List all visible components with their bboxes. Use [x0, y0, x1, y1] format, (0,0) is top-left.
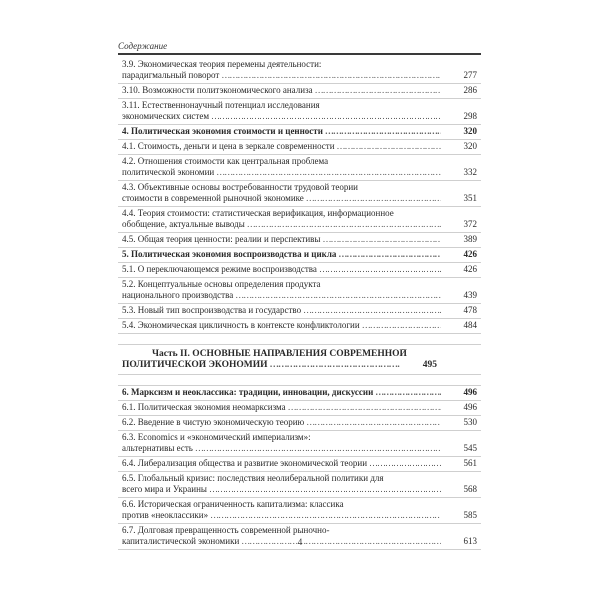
toc-entry-title-line: 3.10. Возможности политэкономического анализа — [122, 85, 313, 95]
toc-entry-title-line: экономических систем — [122, 111, 210, 121]
dot-leader — [306, 417, 441, 428]
toc-section-entry[interactable] — [118, 84, 481, 99]
toc-entry-last-line — [122, 219, 477, 230]
dot-leader — [195, 443, 441, 454]
toc-entry-last-line — [122, 85, 477, 96]
dot-leader — [269, 360, 401, 371]
dot-leader — [209, 484, 441, 495]
dot-leader — [322, 234, 441, 245]
toc-section-entry[interactable] — [118, 99, 481, 125]
dot-leader — [288, 402, 441, 413]
toc-page-number: 495 — [422, 360, 437, 370]
toc-chapter-entry[interactable] — [118, 248, 481, 263]
toc-entry-last-line — [122, 387, 477, 398]
toc-page-number: 496 — [463, 387, 477, 397]
toc-section-entry[interactable] — [118, 278, 481, 304]
toc-entry-title-line: против «неоклассики» — [122, 510, 209, 520]
toc-entry-last-line — [122, 264, 477, 275]
toc-section-entry[interactable] — [118, 304, 481, 319]
toc-entry-title-line: капиталистической экономики — [122, 536, 240, 546]
dot-leader — [221, 70, 441, 81]
toc-entry-title-line: 6.6. Историческая ограниченность капитализма: классика — [122, 499, 344, 509]
toc-page-number: 561 — [463, 458, 477, 468]
toc-chapter-entry[interactable] — [118, 125, 481, 140]
toc-page-number: 332 — [463, 167, 477, 177]
toc-entry-last-line — [122, 111, 477, 122]
toc-entry-last-line — [122, 443, 477, 454]
toc-section-entry[interactable] — [118, 472, 481, 498]
toc-section-entry[interactable] — [118, 263, 481, 278]
toc-entry-last-line — [122, 484, 477, 495]
toc-entry-title-line: 4.3. Объективные основы востребованности трудовой теории — [122, 182, 358, 192]
dot-leader — [306, 193, 441, 204]
toc-entry-title-line: 3.11. Естественнонаучный потенциал исследования — [122, 100, 320, 110]
toc-page-number: 478 — [463, 305, 477, 315]
dot-leader — [303, 305, 441, 316]
toc-entry-last-line — [122, 402, 477, 413]
toc-entry-title-line: 5.3. Новый тип воспроизводства и государство — [122, 305, 302, 315]
toc-page-number: 545 — [463, 443, 477, 453]
toc-entry-title-line: 5.2. Концептуальные основы определения продукта — [122, 279, 321, 289]
toc-page-number: 351 — [463, 193, 477, 203]
toc-entry-last-line — [122, 360, 477, 371]
toc-entry-title-line: 5.1. О переключающемся режиме воспроизводства — [122, 264, 317, 274]
page-number: 4 — [297, 537, 303, 547]
toc-entry-title-line: Часть II. ОСНОВНЫЕ НАПРАВЛЕНИЯ СОВРЕМЕННОЙ — [152, 349, 407, 359]
toc-entry-last-line — [122, 458, 477, 469]
dot-leader — [247, 219, 441, 230]
toc-entry-title-line: стоимости в современной рыночной экономике — [122, 193, 304, 203]
toc-entry-last-line — [122, 234, 477, 245]
header-rule — [118, 53, 481, 55]
toc-page-number: 320 — [463, 141, 477, 151]
toc-entry-last-line — [122, 167, 477, 178]
toc-entry-last-line — [122, 417, 477, 428]
toc-section-entry[interactable] — [118, 319, 481, 334]
toc-page-number: 613 — [463, 536, 477, 546]
toc-entry-title-line: 6.5. Глобальный кризис: последствия неолиберальной политики для — [122, 473, 384, 483]
toc-entry-title-line: 6. Марксизм и неоклассика: традиции, инновации, дискуссии — [122, 387, 374, 397]
toc-section-entry[interactable] — [118, 457, 481, 472]
toc-entry-last-line — [122, 126, 477, 137]
toc-page-number: 496 — [463, 402, 477, 412]
dot-leader — [210, 510, 441, 521]
toc-entry-last-line — [122, 70, 477, 81]
toc-chapter-entry[interactable] — [118, 386, 481, 401]
toc-entry-title-line: 5.4. Экономическая цикличность в контексте конфликтологии — [122, 320, 360, 330]
toc-section-entry[interactable] — [118, 207, 481, 233]
toc-entry-last-line — [122, 290, 477, 301]
toc-entry-title-line: 6.1. Политическая экономия неомарксизма — [122, 402, 286, 412]
toc-section-entry[interactable] — [118, 140, 481, 155]
toc-entry-title-line: 6.3. Economics и «экономический империализм»: — [122, 432, 311, 442]
toc-spacer — [118, 334, 481, 345]
toc-section-entry[interactable] — [118, 431, 481, 457]
toc-entry-title-line: 4.4. Теория стоимости: статистическая верификация, информационное — [122, 208, 394, 218]
toc-part-heading[interactable] — [118, 345, 481, 375]
toc-page-number: 484 — [463, 320, 477, 330]
toc-entry-title-line: 4.1. Стоимость, деньги и цена в зеркале современности — [122, 141, 335, 151]
toc-spacer — [118, 375, 481, 386]
toc-page-number: 426 — [463, 264, 477, 274]
toc-entry-title-line: альтернативы есть — [122, 443, 193, 453]
toc-entry-last-line — [122, 510, 477, 521]
dot-leader — [315, 85, 441, 96]
toc-entry-title-line: 5. Политическая экономия воспроизводства и цикла — [122, 249, 337, 259]
dot-leader — [325, 126, 441, 137]
toc-entry-title-line: политической экономии — [122, 167, 215, 177]
toc-page-number: 286 — [463, 85, 477, 95]
dot-leader — [338, 249, 441, 260]
toc-page-number: 530 — [463, 417, 477, 427]
toc-entry-title-line: 6.2. Введение в чистую экономическую теорию — [122, 417, 305, 427]
dot-leader — [375, 387, 441, 398]
toc-section-entry[interactable] — [118, 401, 481, 416]
dot-leader — [216, 167, 441, 178]
toc-entry-title-line: 4.5. Общая теория ценности: реалии и перспективы — [122, 234, 321, 244]
dot-leader — [319, 264, 441, 275]
dot-leader — [337, 141, 441, 152]
toc-page-number: 277 — [463, 70, 477, 80]
toc-page-number: 568 — [463, 484, 477, 494]
toc-page-number: 389 — [463, 234, 477, 244]
dot-leader — [235, 290, 441, 301]
toc-page-number: 298 — [463, 111, 477, 121]
toc-entry-title-line: 4. Политическая экономия стоимости и ценности — [122, 126, 323, 136]
toc-entry-title-line: всего мира и Украины — [122, 484, 207, 494]
toc-section-entry[interactable] — [118, 416, 481, 431]
toc-page-number: 439 — [463, 290, 477, 300]
running-head: Содержание — [118, 41, 168, 51]
toc-entry-title-line: парадигмальный поворот — [122, 70, 220, 80]
toc-section-entry[interactable] — [118, 181, 481, 207]
dot-leader — [369, 458, 441, 469]
toc-entry-last-line — [122, 320, 477, 331]
toc-entry-title-line: обобщение, актуальные выводы — [122, 219, 245, 229]
toc-page-number: 426 — [463, 249, 477, 259]
toc-entry-title-line: 6.4. Либерализация общества и развитие экономической теории — [122, 458, 368, 468]
toc-section-entry[interactable] — [118, 498, 481, 524]
toc-section-entry[interactable] — [118, 58, 481, 84]
toc-page-number: 320 — [463, 126, 477, 136]
toc-section-entry[interactable] — [118, 155, 481, 181]
toc-entry-title-line: 4.2. Отношения стоимости как центральная проблема — [122, 156, 329, 166]
toc-entry-title-line: ПОЛИТИЧЕСКОЙ ЭКОНОМИИ — [122, 360, 268, 370]
toc-entry-last-line — [122, 305, 477, 316]
toc-page-number: 372 — [463, 219, 477, 229]
toc-entry-last-line — [122, 193, 477, 204]
toc-page-number: 585 — [463, 510, 477, 520]
toc-entry-last-line — [122, 141, 477, 152]
toc-entry-title-line: национального производства — [122, 290, 234, 300]
toc-section-entry[interactable] — [118, 233, 481, 248]
toc-entry-last-line — [122, 249, 477, 260]
toc-entry-title-line: 6.7. Долговая превращенность современной рыночно- — [122, 525, 330, 535]
table-of-contents — [118, 58, 481, 550]
dot-leader — [211, 111, 441, 122]
toc-entry-title-line: 3.9. Экономическая теория перемены деятельности: — [122, 59, 322, 69]
dot-leader — [362, 320, 441, 331]
